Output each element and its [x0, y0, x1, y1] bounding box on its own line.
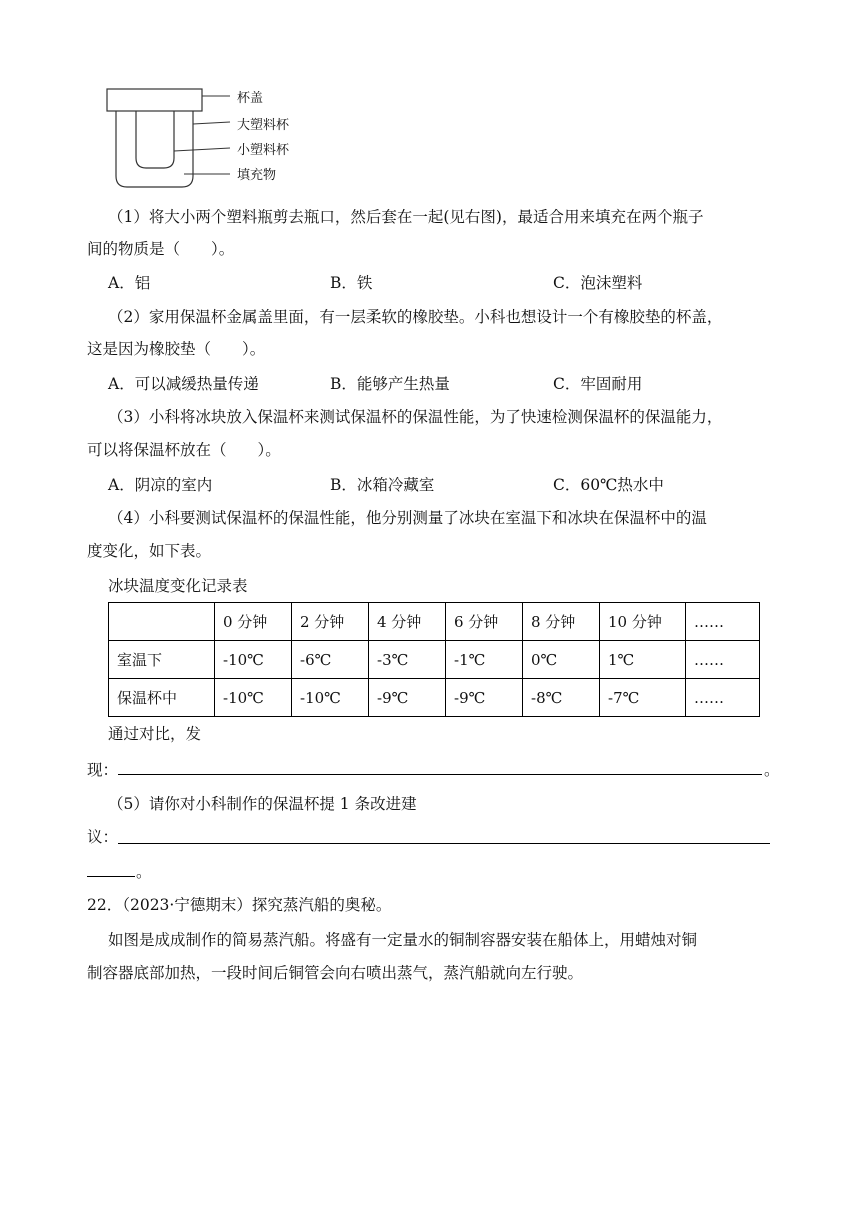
q3-text-line1: （3）小科将冰块放入保温杯来测试保温杯的保温性能，为了快速检测保温杯的保温能力， — [108, 408, 723, 426]
q4-text-line1: （4）小科要测试保温杯的保温性能，他分别测量了冰块在室温下和冰块在保温杯中的温 — [108, 509, 707, 527]
label-large-cup: 大塑料杯 — [237, 118, 290, 133]
q22-para-line1: 如图是成成制作的简易蒸汽船。将盛有一定量水的铜制容器安装在船体上，用蜡烛对铜 — [108, 931, 698, 949]
q22-title: 22．（2023·宁德期末）探究蒸汽船的奥秘。 — [87, 896, 392, 914]
table-header-cell: …… — [686, 603, 760, 641]
table-row-label: 保温杯中 — [109, 679, 215, 717]
q1-option-c[interactable]: C．泡沫塑料 — [553, 274, 643, 292]
table-row — [109, 679, 760, 717]
q1-option-b[interactable]: B．铁 — [330, 274, 373, 292]
compare-text-line1: 通过对比，发 — [108, 725, 202, 743]
q1-option-a[interactable]: A．铝 — [108, 274, 151, 292]
q3-options — [108, 473, 768, 495]
q2-option-c[interactable]: C．牢固耐用 — [553, 375, 643, 393]
table-header-cell: 8 分钟 — [523, 603, 600, 641]
table-cell: -6℃ — [292, 641, 369, 679]
q5-text-suffix: 。 — [136, 863, 152, 881]
table-cell: 0℃ — [523, 641, 600, 679]
table-header-cell: 0 分钟 — [215, 603, 292, 641]
table-header-row — [109, 603, 760, 641]
table-cell: -7℃ — [600, 679, 686, 717]
q1-text-line1: （1）将大小两个塑料瓶剪去瓶口，然后套在一起(见右图)，最适合用来填充在两个瓶子 — [108, 208, 704, 226]
table-cell: -9℃ — [369, 679, 446, 717]
cup-diagram — [100, 84, 310, 192]
table-cell: -10℃ — [215, 679, 292, 717]
table-cell: -9℃ — [446, 679, 523, 717]
table-cell: -1℃ — [446, 641, 523, 679]
table-cell: -8℃ — [523, 679, 600, 717]
q5-text-line1: （5）请你对小科制作的保温杯提 1 条改进建 — [108, 795, 417, 813]
label-small-cup: 小塑料杯 — [237, 143, 290, 158]
table-row — [109, 641, 760, 679]
compare-text-suffix: 。 — [764, 761, 780, 779]
q5-text-prefix: 议： — [87, 828, 119, 846]
table-cell: …… — [686, 641, 760, 679]
large-cup-shape — [116, 111, 193, 187]
table-header-cell: 2 分钟 — [292, 603, 369, 641]
table-cell: -3℃ — [369, 641, 446, 679]
label-cup-lid: 杯盖 — [237, 91, 264, 106]
small-cup-shape — [136, 111, 174, 168]
q3-option-a[interactable]: A．阴凉的室内 — [108, 476, 213, 494]
table-header-cell — [109, 603, 215, 641]
q3-option-c[interactable]: C．60℃热水中 — [553, 476, 664, 494]
q1-options — [108, 271, 768, 293]
table-title: 冰块温度变化记录表 — [108, 577, 248, 595]
q3-text-line2: 可以将保温杯放在（ ）。 — [87, 441, 281, 459]
q2-options — [108, 372, 768, 394]
compare-answer-blank[interactable] — [118, 774, 762, 775]
table-header-cell: 10 分钟 — [600, 603, 686, 641]
q3-option-b[interactable]: B．冰箱冷藏室 — [330, 476, 435, 494]
table-cell: -10℃ — [215, 641, 292, 679]
compare-text-prefix: 现： — [87, 761, 119, 779]
q5-answer-blank-1[interactable] — [118, 843, 770, 844]
q4-text-line2: 度变化，如下表。 — [87, 542, 212, 560]
q2-option-b[interactable]: B．能够产生热量 — [330, 375, 450, 393]
q2-option-a[interactable]: A．可以减缓热量传递 — [108, 375, 259, 393]
table-cell: 1℃ — [600, 641, 686, 679]
label-filling: 填充物 — [237, 168, 277, 183]
table-cell: -10℃ — [292, 679, 369, 717]
q22-para-line2: 制容器底部加热，一段时间后铜管会向右喷出蒸气，蒸汽船就向左行驶。 — [87, 964, 584, 982]
q2-text-line2: 这是因为橡胶垫（ ）。 — [87, 340, 266, 358]
temperature-record-table — [108, 602, 760, 717]
q5-answer-blank-2[interactable] — [87, 876, 135, 877]
cup-lid-shape — [107, 89, 202, 111]
table-row-label: 室温下 — [109, 641, 215, 679]
q1-text-line2: 间的物质是（ ）。 — [87, 240, 235, 258]
table-cell: …… — [686, 679, 760, 717]
table-header-cell: 6 分钟 — [446, 603, 523, 641]
q2-text-line1: （2）家用保温杯金属盖里面，有一层柔软的橡胶垫。小科也想设计一个有橡胶垫的杯盖， — [108, 308, 723, 326]
table-header-cell: 4 分钟 — [369, 603, 446, 641]
